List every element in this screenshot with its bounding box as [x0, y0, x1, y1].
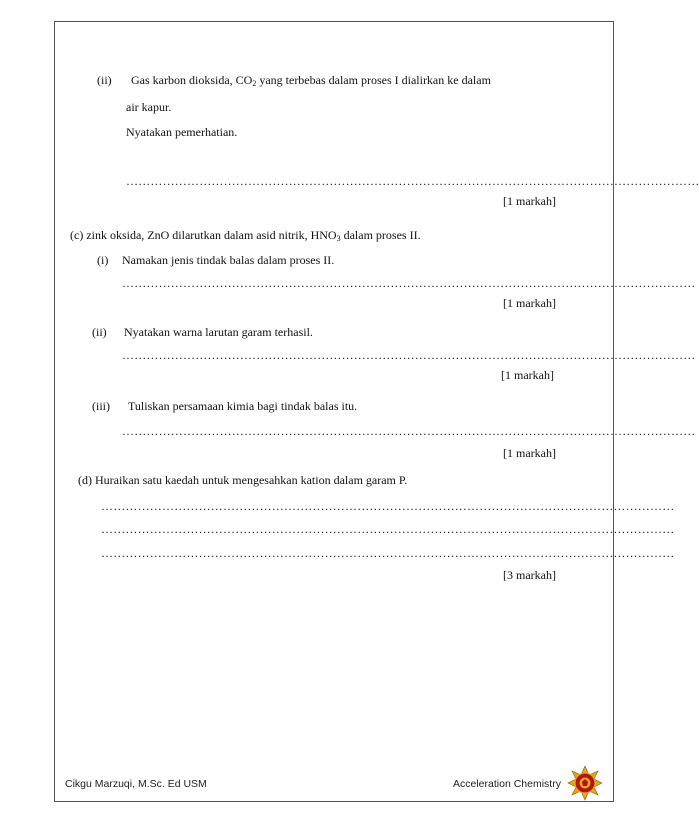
- question-number-c-ii: (ii): [92, 325, 107, 339]
- question-b-ii-line1: Gas karbon dioksida, $CO_2$ yang terbebas dalam proses I dialirkan ke dalam: [131, 73, 491, 88]
- question-c-stem: (c) zink oksida, ZnO dilarutkan dalam asid nitrik, $HNO_3$ dalam proses II.: [70, 228, 421, 243]
- footer-author: Cikgu Marzuqi, M.Sc. Ed USM: [65, 778, 207, 790]
- question-b-ii-line3: Nyatakan pemerhatian.: [126, 125, 238, 139]
- question-c-iii-text: Tuliskan persamaan kimia bagi tindak balas itu.: [128, 399, 358, 413]
- marks-c-ii: [1 markah]: [501, 368, 554, 382]
- marks-b-ii: [1 markah]: [503, 194, 556, 208]
- school-crest-icon: [567, 765, 603, 801]
- answer-line-c-i[interactable]: ……………………………………………………………………………………………………………………………: [122, 276, 696, 290]
- question-number-c-i: (i): [97, 253, 109, 267]
- marks-c-iii: [1 markah]: [503, 446, 556, 460]
- answer-line-d-1[interactable]: ……………………………………………………………………………………………………………………………: [101, 499, 675, 513]
- question-d-stem: (d) Huraikan satu kaedah untuk mengesahkan kation dalam garam P.: [78, 473, 408, 487]
- question-b-ii-line2: air kapur.: [126, 100, 172, 114]
- marks-c-i: [1 markah]: [503, 296, 556, 310]
- question-number-b-ii: (ii): [97, 73, 112, 87]
- question-number-c-iii: (iii): [92, 399, 110, 413]
- question-c-i-text: Namakan jenis tindak balas dalam proses II.: [122, 253, 335, 267]
- answer-line-c-ii[interactable]: ……………………………………………………………………………………………………………………………: [122, 348, 696, 362]
- answer-line-d-3[interactable]: ……………………………………………………………………………………………………………………………: [101, 546, 675, 560]
- answer-line-b-ii[interactable]: ……………………………………………………………………………………………………………………………: [126, 174, 699, 188]
- answer-line-d-2[interactable]: ……………………………………………………………………………………………………………………………: [101, 522, 675, 536]
- footer-course-title: Acceleration Chemistry: [453, 778, 561, 790]
- question-c-ii-text: Nyatakan warna larutan garam terhasil.: [124, 325, 313, 339]
- marks-d: [3 markah]: [503, 568, 556, 582]
- answer-line-c-iii[interactable]: ……………………………………………………………………………………………………………………………: [122, 424, 696, 438]
